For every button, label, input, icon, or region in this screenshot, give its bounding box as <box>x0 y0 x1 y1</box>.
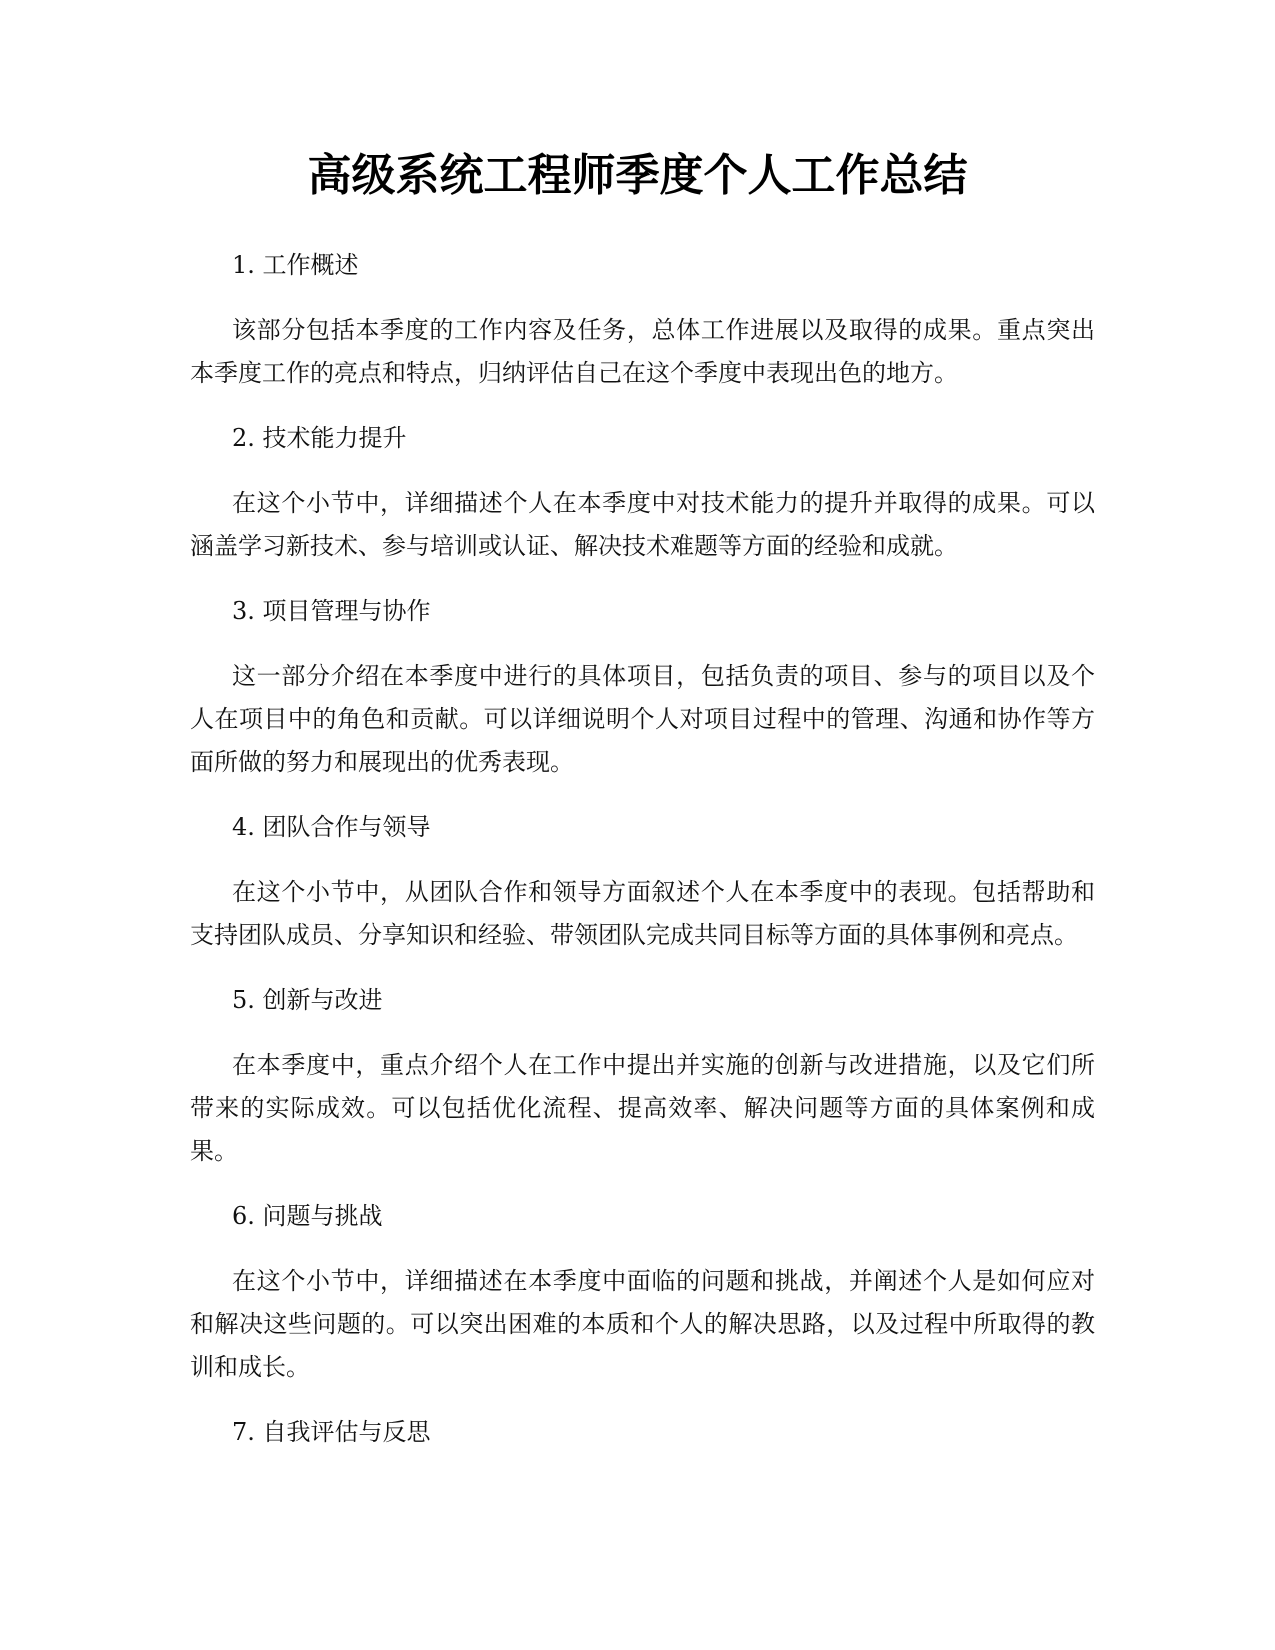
section-heading-self-assessment: 7. 自我评估与反思 <box>232 1418 431 1446</box>
section-heading-innovation: 5. 创新与改进 <box>232 986 383 1014</box>
section-body-project-management: 这一部分介绍在本季度中进行的具体项目，包括负责的项目、参与的项目以及个人在项目中的角色和贡献。可以详细说明个人对项目过程中的管理、沟通和协作等方面所做的努力和展现出的优秀表现。 <box>190 662 1095 776</box>
section-heading-project-management: 3. 项目管理与协作 <box>232 597 431 625</box>
document-title: 高级系统工程师季度个人工作总结 <box>307 150 968 201</box>
section-body-problems-challenges: 在这个小节中，详细描述在本季度中面临的问题和挑战，并阐述个人是如何应对和解决这些问题的。可以突出困难的本质和个人的解决思路，以及过程中所取得的教训和成长。 <box>190 1267 1095 1381</box>
section-heading-work-overview: 1. 工作概述 <box>232 251 359 279</box>
document-body <box>190 244 1095 1476</box>
section-heading-tech-skills: 2. 技术能力提升 <box>232 424 407 452</box>
section-body-tech-skills: 在这个小节中，详细描述个人在本季度中对技术能力的提升并取得的成果。可以涵盖学习新技术、参与培训或认证、解决技术难题等方面的经验和成就。 <box>190 489 1095 560</box>
section-heading-teamwork-leadership: 4. 团队合作与领导 <box>232 813 431 841</box>
section-body-innovation: 在本季度中，重点介绍个人在工作中提出并实施的创新与改进措施，以及它们所带来的实际成效。可以包括优化流程、提高效率、解决问题等方面的具体案例和成果。 <box>190 1051 1095 1165</box>
section-heading-problems-challenges: 6. 问题与挑战 <box>232 1202 383 1230</box>
section-body-teamwork-leadership: 在这个小节中，从团队合作和领导方面叙述个人在本季度中的表现。包括帮助和支持团队成员、分享知识和经验、带领团队完成共同目标等方面的具体事例和亮点。 <box>190 878 1095 949</box>
section-body-work-overview: 该部分包括本季度的工作内容及任务，总体工作进展以及取得的成果。重点突出本季度工作的亮点和特点，归纳评估自己在这个季度中表现出色的地方。 <box>190 316 1095 387</box>
